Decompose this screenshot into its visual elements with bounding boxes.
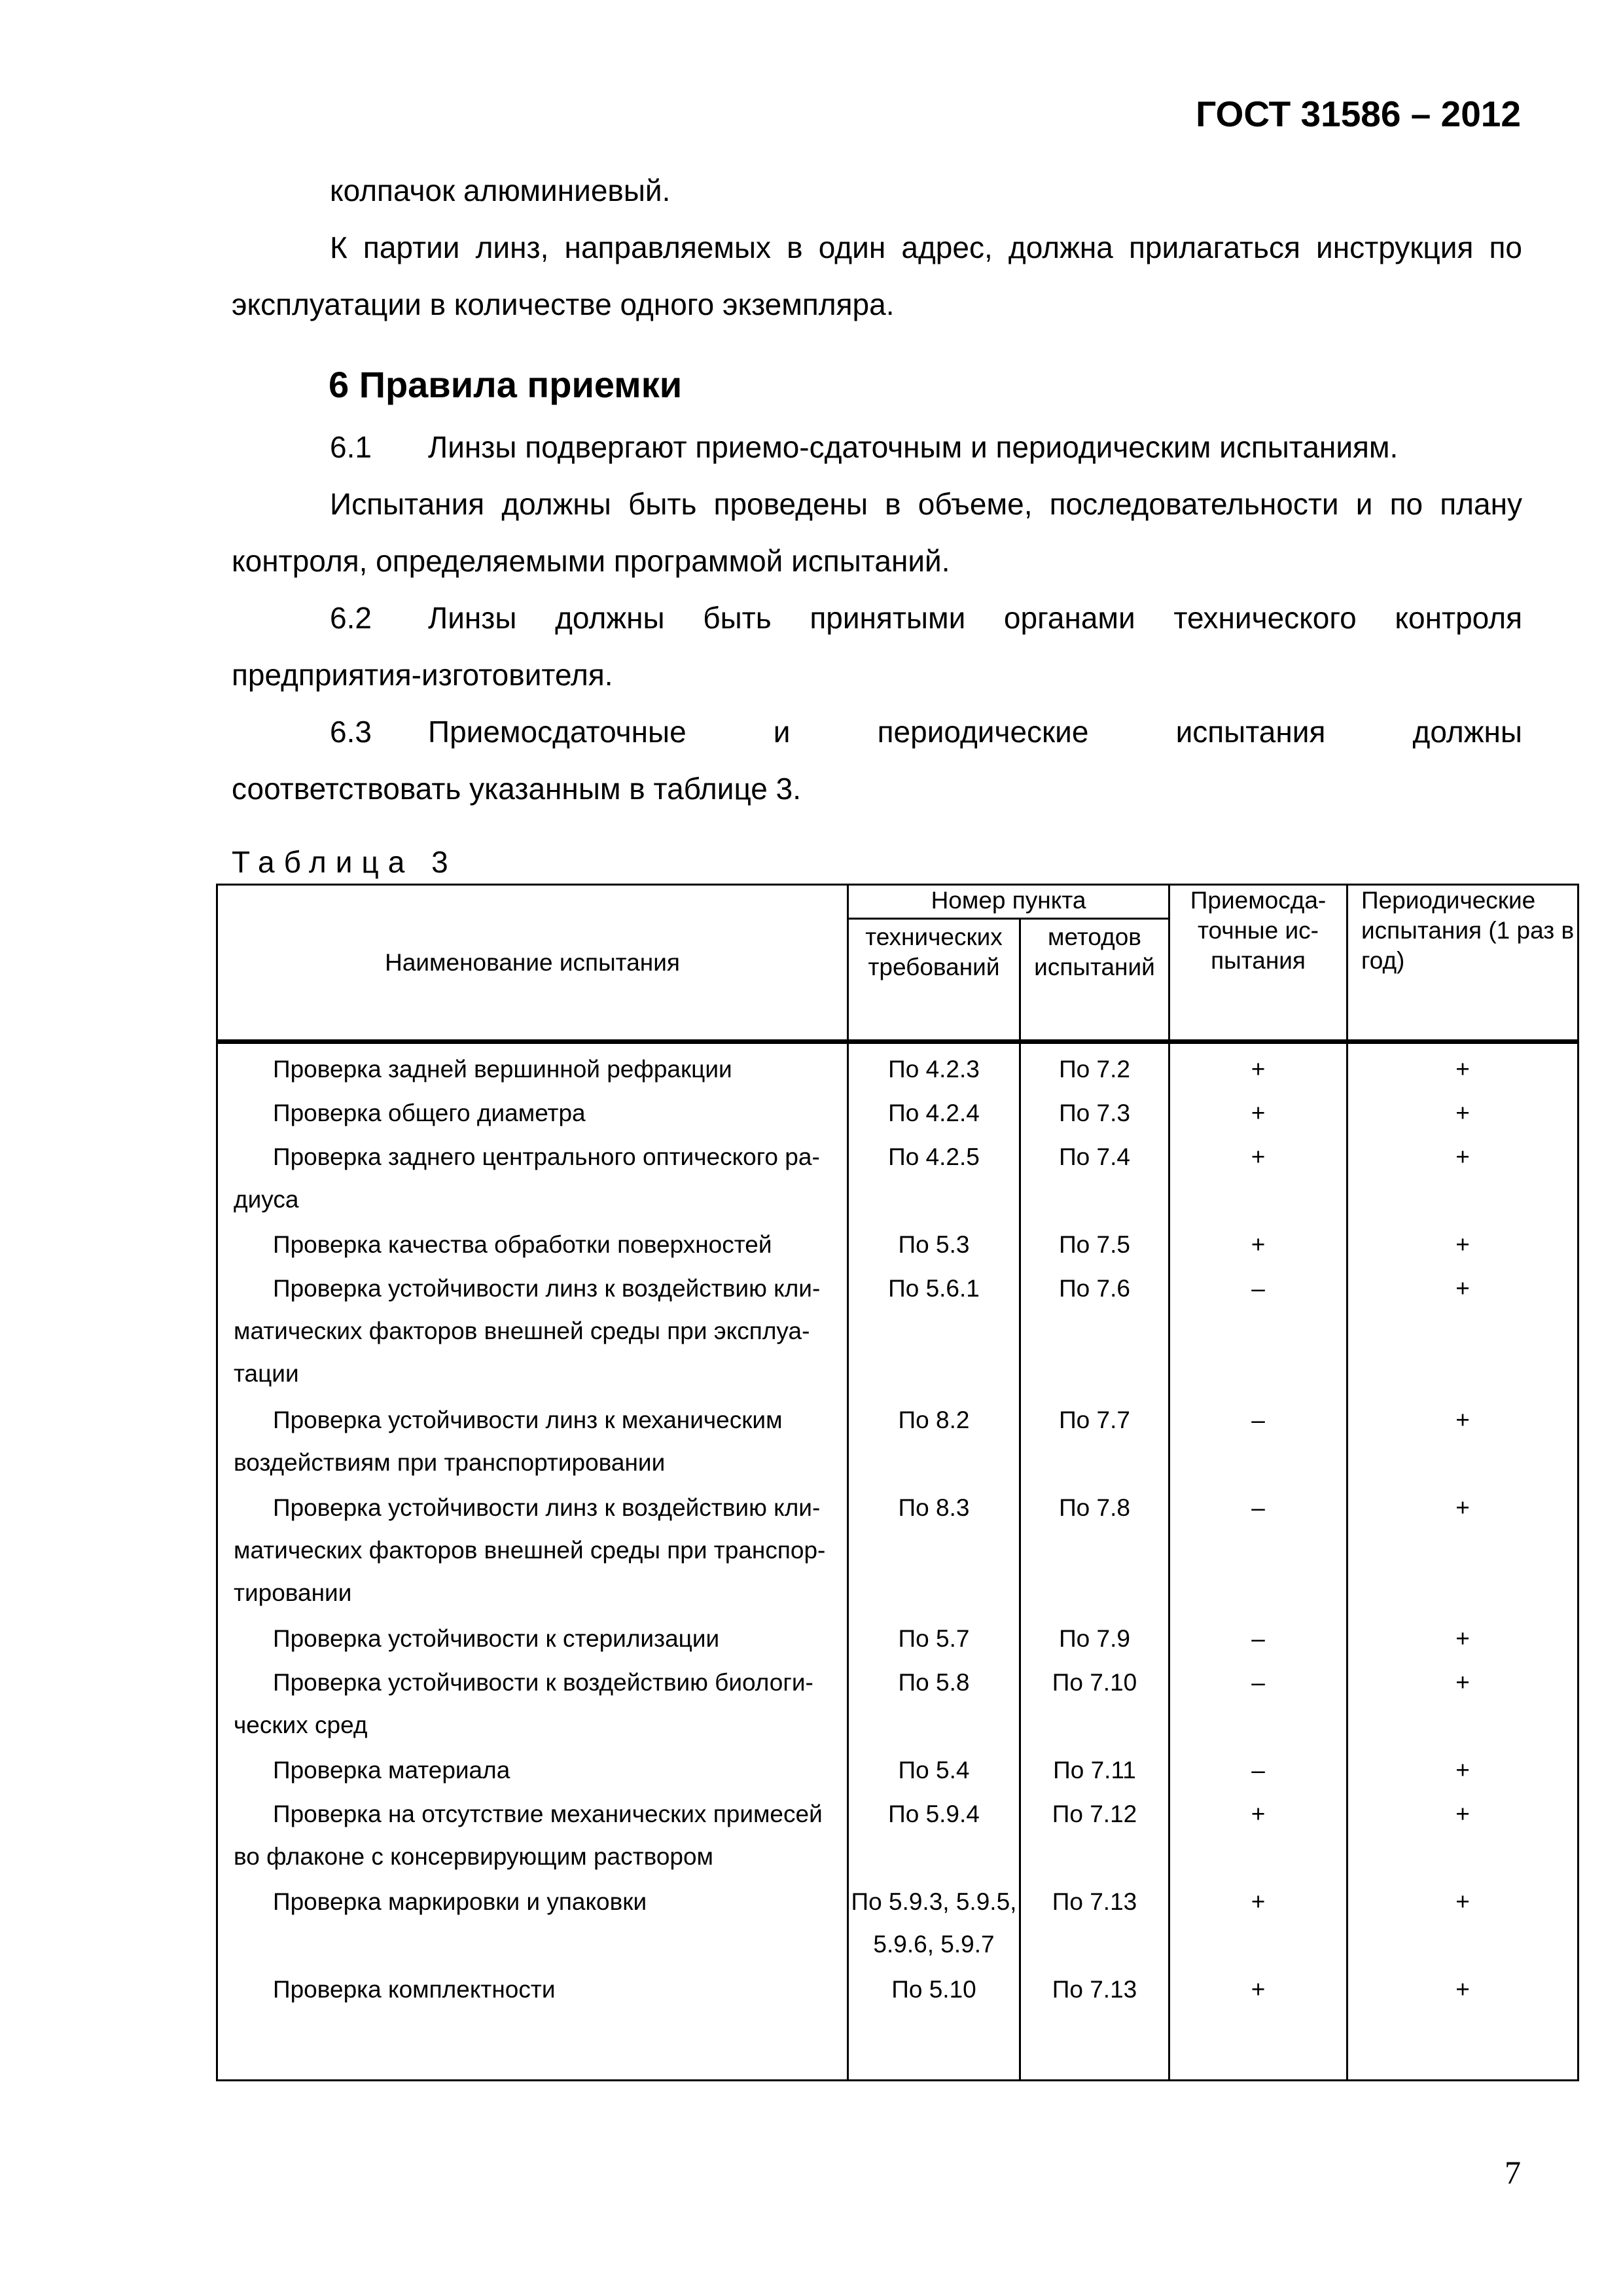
table-row bbox=[217, 1617, 1578, 1661]
cell-test-method: По 7.6 bbox=[1020, 1267, 1169, 1399]
paragraph-text: Линзы должны быть принятыми органами технического контроля предприятия-изготовителя. bbox=[232, 601, 1522, 692]
cell-acceptance: + bbox=[1169, 1092, 1347, 1136]
table-row bbox=[217, 1136, 1578, 1223]
cell-periodic: + bbox=[1347, 1399, 1578, 1486]
test-name-continuation: матических факторов внешней среды при эксплуа-тации bbox=[234, 1317, 810, 1387]
table-row bbox=[217, 1661, 1578, 1749]
paragraph-number: 6.3 bbox=[330, 715, 372, 749]
table-row bbox=[217, 1042, 1578, 1092]
cell-periodic: + bbox=[1347, 1749, 1578, 1793]
document-code: ГОСТ 31586 – 2012 bbox=[1196, 94, 1521, 134]
test-name-first-line: Проверка качества обработки поверхностей bbox=[273, 1231, 772, 1259]
cell-test-method: По 7.13 bbox=[1020, 1968, 1169, 2081]
cell-test-name bbox=[217, 1223, 848, 1267]
table-row bbox=[217, 1267, 1578, 1399]
test-name-continuation: матических факторов внешней среды при транспор-тировании bbox=[234, 1536, 826, 1606]
table-row bbox=[217, 1399, 1578, 1486]
cell-acceptance: – bbox=[1169, 1267, 1347, 1399]
cell-periodic: + bbox=[1347, 1223, 1578, 1267]
cell-test-name bbox=[217, 1617, 848, 1661]
test-name-continuation: диуса bbox=[234, 1186, 299, 1213]
test-name-first-line: Проверка задней вершинной рефракции bbox=[273, 1056, 732, 1083]
cell-tech-req: По 4.2.4 bbox=[848, 1092, 1020, 1136]
cell-acceptance: + bbox=[1169, 1968, 1347, 2081]
cell-acceptance: + bbox=[1169, 1880, 1347, 1968]
cell-periodic: + bbox=[1347, 1267, 1578, 1399]
cell-tech-req: По 4.2.3 bbox=[848, 1042, 1020, 1092]
table-row bbox=[217, 1793, 1578, 1880]
cell-tech-req: По 5.9.3, 5.9.5, 5.9.6, 5.9.7 bbox=[848, 1880, 1020, 1968]
header-test-methods: методов испытаний bbox=[1020, 919, 1169, 1042]
paragraph-number: 6.1 bbox=[330, 430, 372, 464]
section-title: 6 Правила приемки bbox=[329, 364, 683, 405]
cell-test-name bbox=[217, 1136, 848, 1223]
cell-test-name bbox=[217, 1399, 848, 1486]
cell-acceptance: + bbox=[1169, 1223, 1347, 1267]
cell-test-name bbox=[217, 1793, 848, 1880]
cell-test-name bbox=[217, 1092, 848, 1136]
paragraph-text: Линзы подвергают приемо-сдаточным и периодическим испытаниям. bbox=[428, 430, 1399, 464]
cell-test-method: По 7.5 bbox=[1020, 1223, 1169, 1267]
cell-tech-req: По 4.2.5 bbox=[848, 1136, 1020, 1223]
test-name-first-line: Проверка устойчивости к воздействию биологи- bbox=[273, 1669, 813, 1696]
table-row bbox=[217, 1223, 1578, 1267]
test-name-first-line: Проверка устойчивости линз к механическим bbox=[273, 1406, 783, 1433]
test-name-first-line: Проверка устойчивости линз к воздействию кли- bbox=[273, 1494, 821, 1521]
cell-periodic: + bbox=[1347, 1486, 1578, 1618]
cell-periodic: + bbox=[1347, 1793, 1578, 1880]
test-name-first-line: Проверка устойчивости к стерилизации bbox=[273, 1625, 720, 1653]
cell-tech-req: По 5.10 bbox=[848, 1968, 1020, 2081]
cell-tech-req: По 5.7 bbox=[848, 1617, 1020, 1661]
paragraph-6-3-cont: соответствовать указанным в таблице 3. bbox=[232, 772, 802, 806]
cell-tech-req: По 5.8 bbox=[848, 1661, 1020, 1749]
table-row bbox=[217, 1749, 1578, 1793]
header-periodic: Периодические испытания (1 раз в год) bbox=[1347, 885, 1578, 1042]
paragraph-1: К партии линз, направляемых в один адрес, должна прилагаться инструкция по эксплуатации в количестве одного экземпляра. bbox=[232, 230, 1522, 321]
paragraph-text: Приемосдаточные и периодические испытания должны bbox=[428, 715, 1522, 749]
test-name-first-line: Проверка устойчивости линз к воздействию кли- bbox=[273, 1274, 821, 1302]
test-name-first-line: Проверка заднего центрального оптического ра- bbox=[273, 1143, 820, 1171]
cell-test-method: По 7.10 bbox=[1020, 1661, 1169, 1749]
header-tech-req: технических требований bbox=[848, 919, 1020, 1042]
table-row bbox=[217, 1092, 1578, 1136]
cell-test-method: По 7.12 bbox=[1020, 1793, 1169, 1880]
cell-tech-req: По 5.3 bbox=[848, 1223, 1020, 1267]
cell-tech-req: По 5.6.1 bbox=[848, 1267, 1020, 1399]
cell-periodic: + bbox=[1347, 1661, 1578, 1749]
cell-acceptance: + bbox=[1169, 1042, 1347, 1092]
cell-test-method: По 7.3 bbox=[1020, 1092, 1169, 1136]
test-name-continuation: воздействиям при транспортировании bbox=[234, 1448, 666, 1476]
cell-test-name bbox=[217, 1749, 848, 1793]
cell-test-name bbox=[217, 1880, 848, 1968]
page-number: 7 bbox=[1505, 2154, 1521, 2191]
cell-periodic: + bbox=[1347, 1092, 1578, 1136]
cell-test-method: По 7.13 bbox=[1020, 1880, 1169, 1968]
header-item-number: Номер пункта bbox=[848, 885, 1169, 919]
cell-periodic: + bbox=[1347, 1617, 1578, 1661]
table-caption: Таблица 3 bbox=[232, 845, 457, 879]
paragraph-6-3 bbox=[232, 704, 1522, 761]
table-row bbox=[217, 1486, 1578, 1618]
test-name-first-line: Проверка на отсутствие механических примесей bbox=[273, 1801, 823, 1828]
paragraph-0: колпачок алюминиевый. bbox=[330, 173, 671, 207]
test-name-first-line: Проверка общего диаметра bbox=[273, 1100, 586, 1127]
cell-test-method: По 7.9 bbox=[1020, 1617, 1169, 1661]
test-name-first-line: Проверка материала bbox=[273, 1757, 510, 1784]
header-acceptance: Приемосда-точные ис-пытания bbox=[1169, 885, 1347, 1042]
cell-test-method: По 7.2 bbox=[1020, 1042, 1169, 1092]
cell-tech-req: По 5.9.4 bbox=[848, 1793, 1020, 1880]
cell-test-name bbox=[217, 1267, 848, 1399]
cell-acceptance: + bbox=[1169, 1136, 1347, 1223]
test-name-first-line: Проверка комплектности bbox=[273, 1976, 556, 2003]
cell-acceptance: – bbox=[1169, 1486, 1347, 1618]
cell-periodic: + bbox=[1347, 1880, 1578, 1968]
cell-acceptance: – bbox=[1169, 1399, 1347, 1486]
test-name-first-line: Проверка маркировки и упаковки bbox=[273, 1888, 647, 1916]
paragraph-6-1 bbox=[232, 419, 1522, 476]
cell-test-name bbox=[217, 1968, 848, 2081]
tests-table bbox=[216, 884, 1579, 2081]
cell-test-name bbox=[217, 1042, 848, 1092]
paragraph-6-2 bbox=[232, 590, 1522, 704]
section-text bbox=[232, 419, 1522, 817]
table-row bbox=[217, 1880, 1578, 1968]
cell-test-method: По 7.11 bbox=[1020, 1749, 1169, 1793]
cell-periodic: + bbox=[1347, 1968, 1578, 2081]
test-name-continuation: ческих сред bbox=[234, 1712, 368, 1739]
cell-acceptance: – bbox=[1169, 1749, 1347, 1793]
intro-text bbox=[232, 162, 1522, 333]
cell-test-method: По 7.7 bbox=[1020, 1399, 1169, 1486]
cell-acceptance: – bbox=[1169, 1617, 1347, 1661]
cell-tech-req: По 8.3 bbox=[848, 1486, 1020, 1618]
paragraph-number: 6.2 bbox=[330, 601, 372, 635]
cell-acceptance: + bbox=[1169, 1793, 1347, 1880]
test-name-continuation: во флаконе с консервирующим раствором bbox=[234, 1843, 713, 1871]
cell-acceptance: – bbox=[1169, 1661, 1347, 1749]
table-row bbox=[217, 1968, 1578, 2081]
cell-test-name bbox=[217, 1486, 848, 1618]
cell-test-method: По 7.4 bbox=[1020, 1136, 1169, 1223]
cell-periodic: + bbox=[1347, 1042, 1578, 1092]
cell-tech-req: По 8.2 bbox=[848, 1399, 1020, 1486]
paragraph-tests: Испытания должны быть проведены в объеме, последовательности и по плану контроля, определяемыми программой испытаний. bbox=[232, 487, 1522, 578]
cell-periodic: + bbox=[1347, 1136, 1578, 1223]
header-test-name: Наименование испытания bbox=[217, 885, 848, 1042]
cell-test-name bbox=[217, 1661, 848, 1749]
cell-tech-req: По 5.4 bbox=[848, 1749, 1020, 1793]
cell-test-method: По 7.8 bbox=[1020, 1486, 1169, 1618]
